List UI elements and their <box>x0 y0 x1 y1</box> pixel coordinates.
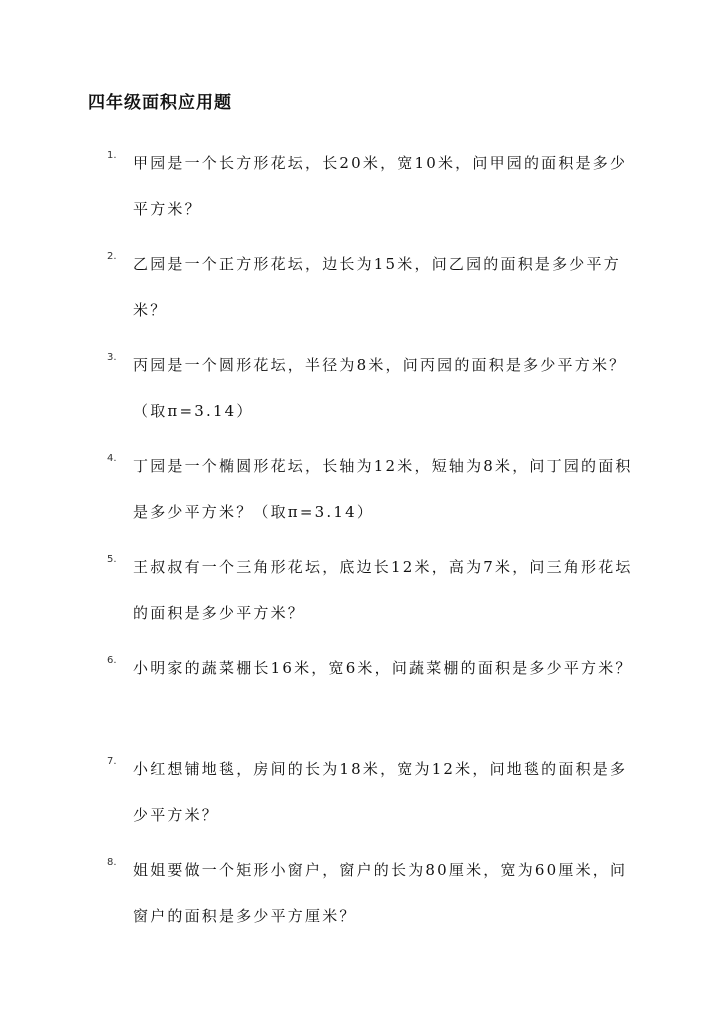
question-number: 7. <box>107 756 117 767</box>
question-number: 5. <box>107 554 117 565</box>
question-number: 8. <box>107 857 117 868</box>
question-item <box>0 241 720 342</box>
question-number: 1. <box>107 150 117 161</box>
question-item <box>0 342 720 443</box>
question-number: 4. <box>107 453 117 464</box>
question-item <box>0 443 720 544</box>
question-text: 王叔叔有一个三角形花坛，底边长12米，高为7米，问三角形花坛的面积是多少平方米？ <box>133 558 633 622</box>
question-list <box>0 140 720 948</box>
question-item <box>0 645 720 746</box>
question-number: 6. <box>107 655 117 666</box>
question-item <box>0 746 720 847</box>
document-title: 四年级面积应用题 <box>88 93 232 113</box>
question-text: 小明家的蔬菜棚长16米，宽6米，问蔬菜棚的面积是多少平方米？ <box>133 659 633 677</box>
question-text: 甲园是一个长方形花坛，长20米，宽10米，问甲园的面积是多少平方米？ <box>133 154 628 218</box>
question-text: 丁园是一个椭圆形花坛，长轴为12米，短轴为8米，问丁园的面积是多少平方米？（取π=3.14） <box>133 457 633 521</box>
question-item <box>0 847 720 948</box>
question-item <box>0 544 720 645</box>
question-number: 3. <box>107 352 117 363</box>
question-text: 丙园是一个圆形花坛，半径为8米，问丙园的面积是多少平方米？（取π=3.14） <box>133 356 627 420</box>
question-number: 2. <box>107 251 117 262</box>
question-text: 乙园是一个正方形花坛，边长为15米，问乙园的面积是多少平方米？ <box>133 255 621 319</box>
question-text: 姐姐要做一个矩形小窗户，窗户的长为80厘米，宽为60厘米，问窗户的面积是多少平方厘米？ <box>133 861 628 925</box>
question-item <box>0 140 720 241</box>
question-text: 小红想铺地毯，房间的长为18米，宽为12米，问地毯的面积是多少平方米？ <box>133 760 628 824</box>
